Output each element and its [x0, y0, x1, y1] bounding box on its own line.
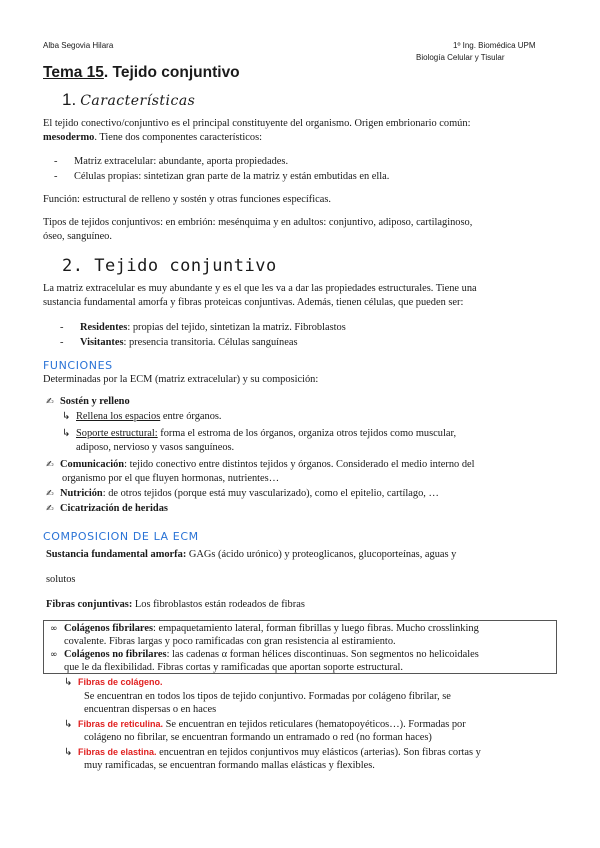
fibras-line: [46, 598, 305, 611]
item-underline: Soporte estructural:: [76, 428, 158, 439]
title-prefix: Tema 15: [43, 64, 104, 81]
list-item: - Matriz extracelular: abundante, aporta propiedades.: [54, 156, 289, 167]
pen-icon: ✍: [46, 460, 54, 470]
bullet-text: Matriz extracelular: abundante, aporta propiedades.: [74, 156, 289, 167]
item-bold: Sustancia fundamental amorfa:: [46, 549, 187, 560]
funciones-heading: FUNCIONES: [43, 359, 113, 372]
funciones-intro: Determinadas por la ECM (matriz extracelular) y su composición:: [43, 374, 319, 385]
sustancia-line1: [46, 548, 456, 561]
item-continuation: adiposo, nervioso y vasos sanguíneos.: [76, 442, 235, 453]
infinity-bullet-icon: ∞: [50, 650, 58, 660]
sec1-para-rest: . Tiene dos componentes característicos:: [94, 132, 263, 143]
item-text: colágeno no fibrilar, se encuentran formando un entramado o red (no forman haces): [84, 732, 432, 743]
item-text: : tejido conectivo entre distintos tejidos y órganos. Considerado el medio interno del: [124, 459, 475, 470]
list-item: - Visitantes: presencia transitoria. Células sanguíneas: [60, 337, 298, 348]
red-label: Fibras de elastina.: [78, 747, 157, 757]
item-continuation: covalente. Fibras largas y poco ramificadas con gran resistencia al estiramiento.: [64, 636, 396, 647]
composicion-heading: COMPOSICION DE LA ECM: [43, 530, 199, 543]
list-item: [46, 395, 130, 409]
item-continuation: que le da flexibilidad. Fibras cortas y ramificadas que aportan soporte estructural.: [64, 662, 404, 673]
funcion-text: Función: estructural de relleno y sostén y otras funciones específicas.: [43, 194, 331, 205]
item-bold: Fibras conjuntivas:: [46, 599, 133, 610]
list-item: [50, 648, 479, 662]
list-item: [46, 502, 168, 516]
list-item: [62, 427, 456, 440]
item-bold: Nutrición: [60, 488, 103, 499]
sec1-para-line2: [43, 131, 262, 144]
item-text: : las cadenas α forman hélices discontinuas. Son segmentos no helicoidales: [166, 649, 479, 660]
bullet-text: : propias del tejido, sintetizan la matriz. Fibroblastos: [127, 322, 346, 333]
list-item: [46, 458, 475, 472]
item-text: entre órganos.: [160, 411, 222, 422]
section-1-number: 1.: [62, 90, 77, 109]
sec1-para-line1: El tejido conectivo/conjuntivo es el principal constituyente del organismo. Origen embrionario común:: [43, 118, 471, 129]
author: Alba Segovia Hilara: [43, 41, 114, 50]
list-item: - Residentes: propias del tejido, sintetizan la matriz. Fibroblastos: [60, 322, 346, 333]
list-item: [46, 487, 439, 501]
section-1-title: Características: [80, 93, 196, 109]
pen-icon: ✍: [46, 397, 54, 407]
return-arrow-icon: ↳: [64, 677, 73, 688]
item-text: Se encuentran en tejidos reticulares (hematopoyéticos…). Formadas por: [163, 719, 466, 730]
subject: Biología Celular y Tisular: [416, 53, 505, 62]
bullet-bold: Residentes: [80, 322, 128, 333]
item-text: : de otros tejidos (porque está muy vascularizado), como el epitelio, cartílago, …: [102, 488, 439, 499]
return-arrow-icon: ↳: [64, 747, 73, 758]
infinity-bullet-icon: ∞: [50, 624, 58, 634]
course: 1º Ing. Biomédica UPM: [453, 41, 536, 50]
item-underline: Rellena los espacios: [76, 411, 161, 422]
item-bold: Cicatrización de heridas: [60, 503, 168, 514]
item-text: Se encuentran en todos los tipos de tejido conjuntivo. Formadas por colágeno fibrilar, se: [84, 691, 451, 702]
title-rest: . Tejido conjuntivo: [103, 64, 240, 81]
pen-icon: ✍: [46, 504, 54, 514]
section-2-title: 2. Tejido conjuntivo: [62, 256, 277, 276]
page-title: [43, 64, 240, 82]
pen-icon: ✍: [46, 489, 54, 499]
item-text: forma el estroma de los órganos, organiza otros tejidos como muscular,: [157, 428, 457, 439]
list-item: [50, 622, 479, 636]
item-text: Los fibroblastos están rodeados de fibras: [132, 599, 305, 610]
item-text: : empaquetamiento lateral, forman fibrillas y luego fibras. Mucho crosslinking: [153, 623, 479, 634]
item-text: encuentran dispersas o en haces: [84, 704, 217, 715]
item-bold: Colágenos no fibrilares: [64, 649, 167, 660]
mesodermo-bold: mesodermo: [43, 132, 95, 143]
red-label: Fibras de reticulina.: [78, 719, 164, 729]
list-item: - Células propias: sintetizan gran parte de la matriz y están embutidas en ella.: [54, 171, 390, 182]
section-1-heading: [62, 90, 195, 110]
list-item: [64, 718, 466, 731]
item-bold: Colágenos fibrilares: [64, 623, 153, 634]
sec2-para-line1: La matriz extracelular es muy abundante y es el que les va a dar las propiedades estructurales. Tiene una: [43, 283, 477, 294]
item-text: GAGs (ácido urónico) y proteoglicanos, glucoporteínas, aguas y: [186, 549, 457, 560]
list-item: [64, 746, 481, 759]
list-item: [64, 676, 163, 689]
sustancia-line2: solutos: [46, 574, 76, 585]
bullet-bold: Visitantes: [80, 337, 124, 348]
red-label: Fibras de colágeno.: [78, 677, 163, 687]
return-arrow-icon: ↳: [64, 719, 73, 730]
return-arrow-icon: ↳: [62, 411, 71, 422]
item-text: muy ramificadas, se encuentran formando mallas elásticas y flexibles.: [84, 760, 375, 771]
item-continuation: organismo por el que fluyen hormonas, nutrientes…: [62, 473, 280, 484]
item-text: encuentran en tejidos conjuntivos muy elásticos (arterias). Son fibras cortas y: [156, 747, 481, 758]
bullet-text: : presencia transitoria. Células sanguíneas: [123, 337, 298, 348]
return-arrow-icon: ↳: [62, 428, 71, 439]
bullet-text: Células propias: sintetizan gran parte de la matriz y están embutidas en ella.: [74, 171, 390, 182]
tipos-line2: óseo, sanguíneo.: [43, 231, 112, 242]
sec2-para-line2: sustancia fundamental amorfa y fibras proteicas conjuntivas. Además, tienen células, que pueden ser:: [43, 297, 464, 308]
list-item: [62, 410, 222, 423]
tipos-line1: Tipos de tejidos conjuntivos: en embrión: mesénquima y en adultos: conjuntivo, adiposo, cartilaginoso,: [43, 217, 473, 228]
item-bold: Comunicación: [60, 459, 125, 470]
item-bold: Sostén y relleno: [60, 396, 130, 407]
